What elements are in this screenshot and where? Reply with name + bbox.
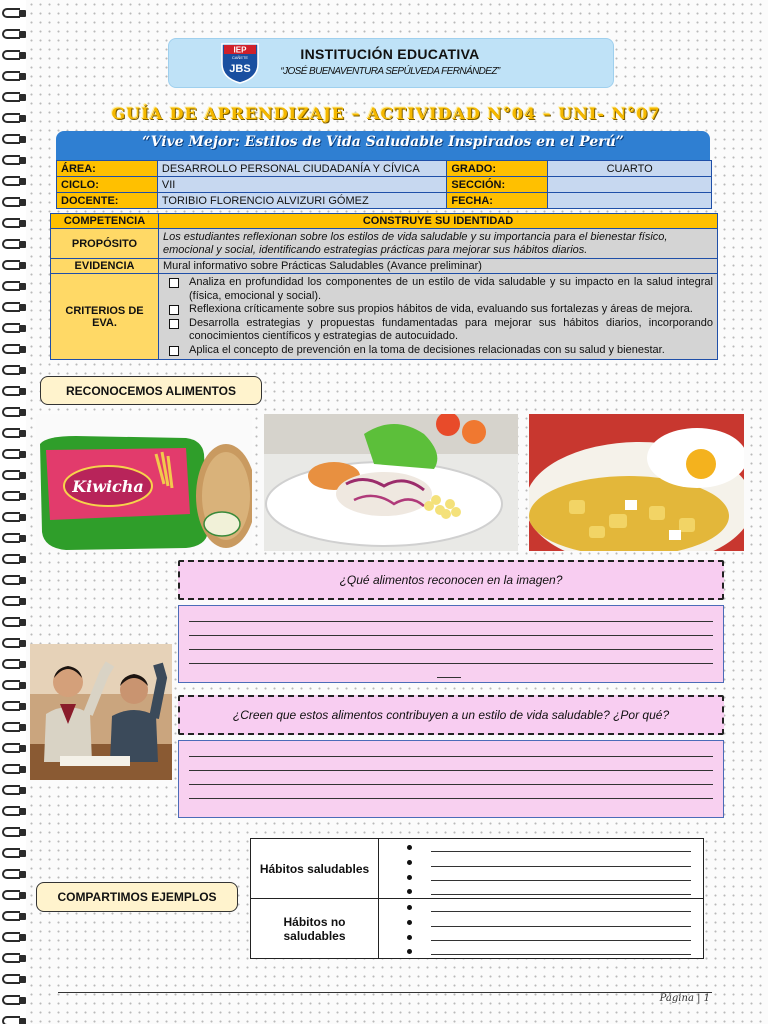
spiral-ring	[2, 29, 26, 40]
spiral-ring	[2, 386, 26, 397]
answer-1-box[interactable]	[178, 605, 724, 683]
spiral-ring	[2, 932, 26, 943]
spiral-ring	[2, 239, 26, 250]
spiral-ring	[2, 995, 26, 1006]
docente-label: DOCENTE:	[57, 193, 158, 209]
criterio-item: Aplica el concepto de prevención en la toma de decisiones relacionadas con su salud y bienestar.	[163, 344, 713, 358]
question-1-text: ¿Qué alimentos reconocen en la imagen?	[339, 573, 563, 587]
healthy-habits-label: Hábitos saludables	[251, 839, 379, 899]
proposito-label: PROPÓSITO	[51, 229, 159, 259]
competencia-label: COMPETENCIA	[51, 214, 159, 229]
spiral-ring	[2, 8, 26, 19]
criterios-label: CRITERIOS DE EVA.	[51, 274, 159, 360]
area-value: DESARROLLO PERSONAL CIUDADANÍA Y CÍVICA	[157, 161, 446, 177]
section-reconocemos: RECONOCEMOS ALIMENTOS	[40, 376, 262, 405]
bullet-icon	[407, 889, 412, 894]
spiral-binding	[0, 0, 26, 1024]
bullet-icon	[407, 920, 412, 925]
spiral-ring	[2, 323, 26, 334]
spiral-ring	[2, 785, 26, 796]
spiral-ring	[2, 533, 26, 544]
ciclo-label: CICLO:	[57, 177, 158, 193]
spiral-ring	[2, 197, 26, 208]
spiral-ring	[2, 92, 26, 103]
spiral-ring	[2, 281, 26, 292]
spiral-ring	[2, 806, 26, 817]
spiral-ring	[2, 260, 26, 271]
spiral-ring	[2, 491, 26, 502]
spiral-ring	[2, 848, 26, 859]
spiral-ring	[2, 701, 26, 712]
section-compartimos: COMPARTIMOS EJEMPLOS	[36, 882, 238, 912]
spiral-ring	[2, 974, 26, 985]
banner-title: “Vive Mejor: Estilos de Vida Saludable Inspirados en el Perú”	[142, 134, 624, 150]
bullet-icon	[407, 949, 412, 954]
spiral-ring	[2, 365, 26, 376]
question-1-box	[178, 560, 724, 600]
spiral-ring	[2, 680, 26, 691]
evidencia-value: Mural informativo sobre Prácticas Saludables (Avance preliminar)	[159, 259, 718, 274]
criterios-cell	[159, 274, 718, 360]
proposito-value: Los estudiantes reflexionan sobre los estilos de vida saludable y su importancia para el bienestar físico, emocional y social, identificando estrategias prácticas para mejorar sus hábitos diarios.	[159, 229, 718, 259]
logo-initials: JBS	[229, 63, 251, 75]
logo-top-text: IEP	[233, 45, 247, 55]
answer-2-box[interactable]	[178, 740, 724, 818]
bullet-icon	[407, 860, 412, 865]
docente-value: TORIBIO FLORENCIO ALVIZURI GÓMEZ	[157, 193, 446, 209]
kiwicha-photo	[36, 414, 252, 551]
footer-divider	[58, 992, 712, 993]
spiral-ring	[2, 218, 26, 229]
activity-banner	[56, 131, 710, 161]
spiral-ring	[2, 470, 26, 481]
spiral-ring	[2, 575, 26, 586]
school-logo	[218, 42, 262, 84]
unhealthy-habits-label: Hábitos no saludables	[251, 899, 379, 959]
spiral-ring	[2, 176, 26, 187]
bullet-icon	[407, 845, 412, 850]
institution-name: “JOSÉ BUENAVENTURA SEPÚLVEDA FERNÁNDEZ”	[280, 66, 500, 77]
spiral-ring	[2, 764, 26, 775]
unhealthy-habits-list[interactable]	[379, 899, 704, 959]
spiral-ring	[2, 722, 26, 733]
spiral-ring	[2, 428, 26, 439]
spiral-ring	[2, 407, 26, 418]
competencia-table	[50, 213, 718, 360]
spiral-ring	[2, 1016, 26, 1024]
page-number: Página | 1	[659, 993, 710, 1004]
spiral-ring	[2, 50, 26, 61]
bullet-icon	[407, 905, 412, 910]
grado-label: GRADO:	[447, 161, 548, 177]
spiral-ring	[2, 113, 26, 124]
students-photo	[30, 644, 172, 780]
spiral-ring	[2, 659, 26, 670]
ciclo-value: VII	[157, 177, 446, 193]
grado-value: CUARTO	[548, 161, 712, 177]
spiral-ring	[2, 554, 26, 565]
spiral-ring	[2, 134, 26, 145]
guiso-photo	[529, 414, 744, 551]
fecha-label: FECHA:	[447, 193, 548, 209]
spiral-ring	[2, 953, 26, 964]
spiral-ring	[2, 617, 26, 628]
question-2-box	[178, 695, 724, 735]
guide-title: GUÍA DE APRENDIZAJE – ACTIVIDAD N°04 – UNI- N°07	[111, 104, 661, 123]
spiral-ring	[2, 743, 26, 754]
kiwicha-brand: Kiwicha	[72, 477, 144, 496]
criterio-item: Analiza en profundidad los componentes de un estilo de vida saludable y su impacto en la salud integral (física, emocional y social).	[163, 276, 713, 303]
spiral-ring	[2, 302, 26, 313]
spiral-ring	[2, 71, 26, 82]
seccion-label: SECCIÓN:	[447, 177, 548, 193]
spiral-ring	[2, 890, 26, 901]
criterio-item: Reflexiona críticamente sobre sus propios hábitos de vida, evaluando sus fortalezas y áreas de mejora.	[163, 303, 713, 317]
fecha-field[interactable]	[548, 193, 712, 209]
info-table	[56, 160, 712, 209]
spiral-ring	[2, 512, 26, 523]
spiral-ring	[2, 827, 26, 838]
evidencia-label: EVIDENCIA	[51, 259, 159, 274]
logo-mid-text: CAÑETE	[231, 55, 249, 60]
ceviche-photo	[264, 414, 518, 551]
spiral-ring	[2, 596, 26, 607]
seccion-field[interactable]	[548, 177, 712, 193]
question-2-text: ¿Creen que estos alimentos contribuyen a un estilo de vida saludable? ¿Por qué?	[232, 708, 670, 722]
spiral-ring	[2, 449, 26, 460]
healthy-habits-list[interactable]	[379, 839, 704, 899]
spiral-ring	[2, 344, 26, 355]
criterio-item: Desarrolla estrategias y propuestas fundamentadas para mejorar sus hábitos diarios, incorporando conocimientos científicos y estrategias de autocuidado.	[163, 317, 713, 344]
habits-table	[250, 838, 704, 959]
spiral-ring	[2, 155, 26, 166]
competencia-value: CONSTRUYE SU IDENTIDAD	[159, 214, 718, 229]
institution-title: INSTITUCIÓN EDUCATIVA	[300, 46, 480, 62]
spiral-ring	[2, 911, 26, 922]
spiral-ring	[2, 869, 26, 880]
criterios-list	[163, 276, 713, 357]
area-label: ÁREA:	[57, 161, 158, 177]
spiral-ring	[2, 638, 26, 649]
bullet-icon	[407, 935, 412, 940]
bullet-icon	[407, 875, 412, 880]
